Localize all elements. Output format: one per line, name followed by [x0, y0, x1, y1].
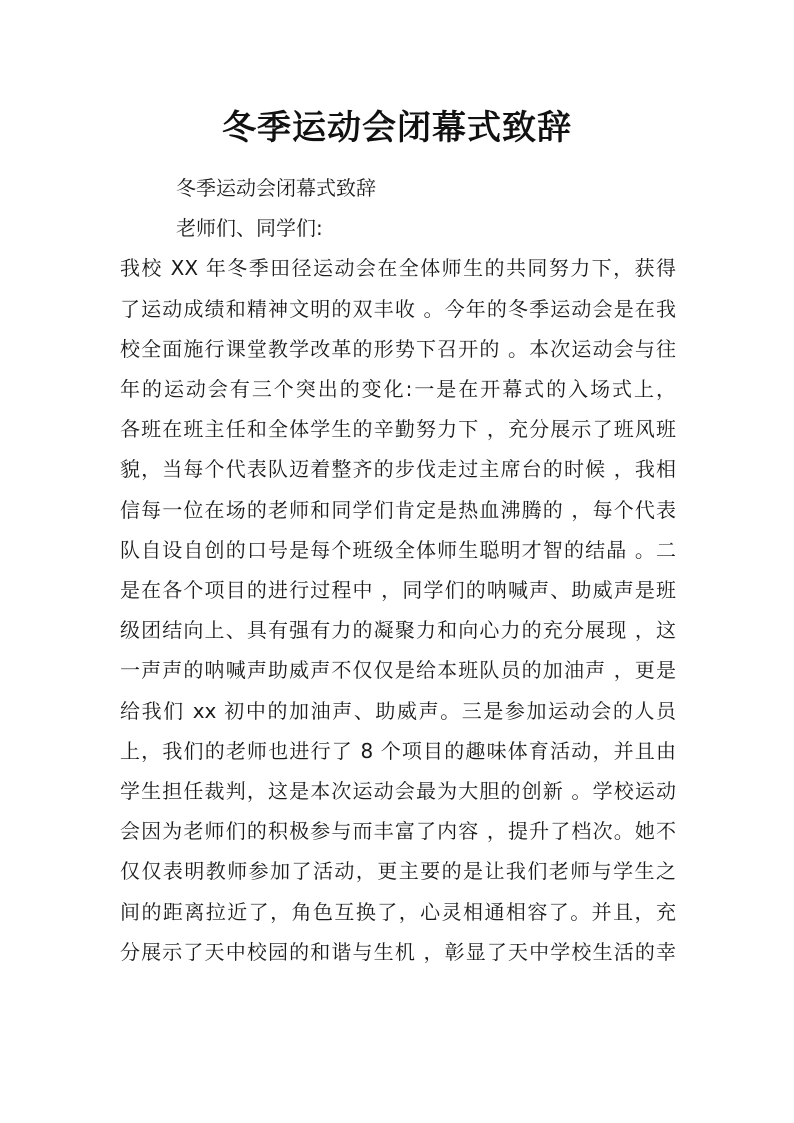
document-body: [120, 168, 676, 972]
paragraph-line: 会因为老师们的积极参与而丰富了内容 ，提升了档次。她不: [120, 819, 676, 844]
main-paragraph: [120, 248, 676, 972]
salutation-line: 老师们、同学们:: [176, 216, 323, 241]
paragraph-line: 了运动成绩和精神文明的双丰收 。今年的冬季运动会是在我: [120, 296, 676, 321]
paragraph-line: 级团结向上、具有强有力的凝聚力和向心力的充分展现 ，这: [120, 618, 676, 643]
paragraph-line: 给我们 xx 初中的加油声、助威声。三是参加运动会的人员: [120, 698, 676, 723]
subtitle-line: 冬季运动会闭幕式致辞: [176, 176, 376, 200]
paragraph-line: 分展示了天中校园的和谐与生机 ，彰显了天中学校生活的幸: [120, 939, 676, 964]
paragraph-line: 我校 XX 年冬季田径运动会在全体师生的共同努力下，获得: [120, 256, 676, 281]
paragraph-line: 各班在班主任和全体学生的辛勤努力下 ，充分展示了班风班: [120, 417, 676, 442]
document-title: 冬季运动会闭幕式致辞: [222, 108, 572, 148]
paragraph-line: 一声声的呐喊声助威声不仅仅是给本班队员的加油声 ，更是: [120, 658, 676, 683]
paragraph-line: 年的运动会有三个突出的变化:一是在开幕式的入场式上，: [120, 377, 676, 402]
paragraph-line: 队自设自创的口号是每个班级全体师生聪明才智的结晶 。二: [120, 537, 676, 562]
paragraph-line: 仅仅表明教师参加了活动，更主要的是让我们老师与学生之: [120, 859, 676, 884]
paragraph-line: 信每一位在场的老师和同学们肯定是热血沸腾的 ，每个代表: [120, 497, 676, 522]
paragraph-line: 校全面施行课堂教学改革的形势下召开的 。本次运动会与往: [120, 336, 676, 361]
paragraph-line: 间的距离拉近了，角色互换了，心灵相通相容了。并且，充: [120, 899, 676, 924]
paragraph-line: 学生担任裁判，这是本次运动会最为大胆的创新 。学校运动: [120, 779, 676, 804]
paragraph-line: 上，我们的老师也进行了 8 个项目的趣味体育活动，并且由: [120, 738, 676, 763]
paragraph-line: 貌，当每个代表队迈着整齐的步伐走过主席台的时候 ，我相: [120, 457, 676, 482]
paragraph-line: 是在各个项目的进行过程中 ，同学们的呐喊声、助威声是班: [120, 578, 676, 603]
